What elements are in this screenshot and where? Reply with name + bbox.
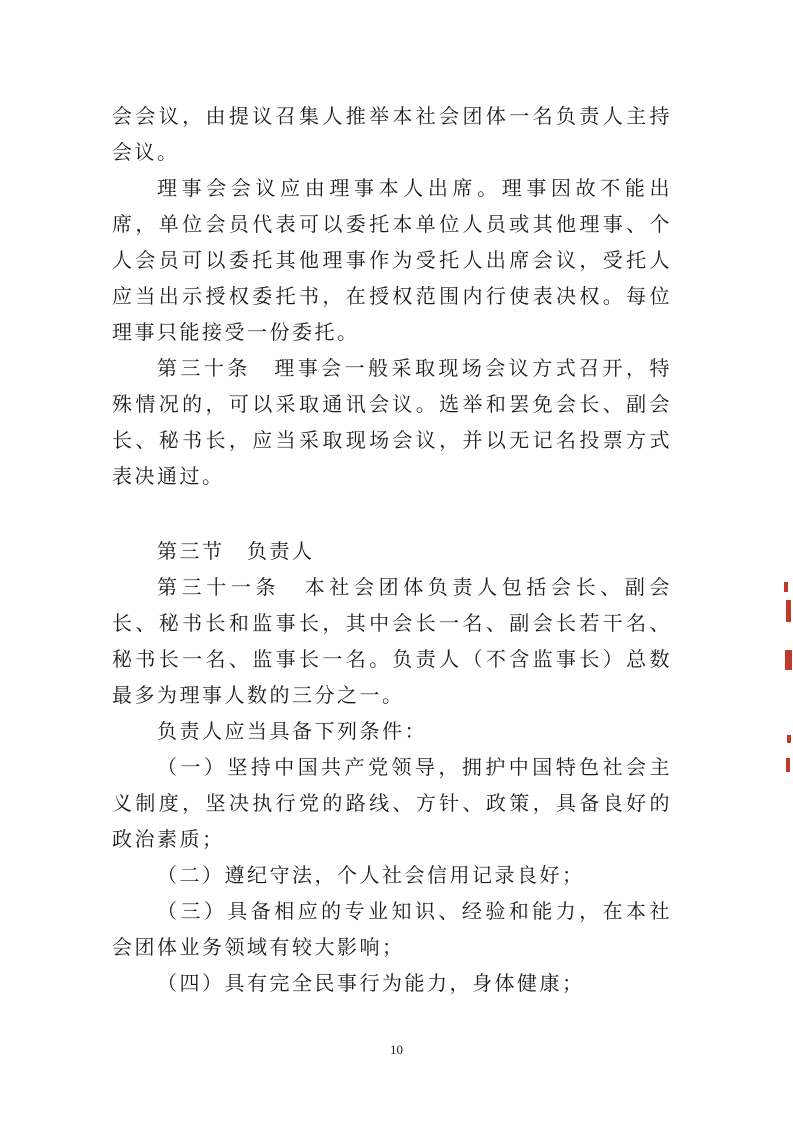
- paragraph: （四）具有完全民事行为能力，身体健康；: [157, 971, 585, 995]
- page-number: 10: [390, 1042, 403, 1057]
- seal-mark: [786, 758, 790, 772]
- paragraph: 会会议，由提议召集人推举本社会团体一名负责人主持会议。: [112, 104, 672, 164]
- seal-mark: [785, 650, 792, 670]
- paragraph: （三）具备相应的专业知识、经验和能力，在本社会团体业务领域有较大影响；: [112, 899, 672, 959]
- paragraph: 负责人应当具备下列条件：: [157, 719, 427, 743]
- paragraph: （一）坚持中国共产党领导，拥护中国特色社会主义制度，坚决执行党的路线、方针、政策，具备良好的政治素质；: [112, 755, 672, 851]
- body-text-bottom: [112, 533, 672, 1001]
- seal-mark: [787, 735, 791, 743]
- section-heading: 第三节 负责人: [157, 539, 315, 563]
- seal-mark: [786, 600, 791, 622]
- paragraph: 理事会会议应由理事本人出席。理事因故不能出席，单位会员代表可以委托本单位人员或其他理事、个人会员可以委托其他理事作为受托人出席会议，受托人应当出示授权委托书，在授权范围内行使表决权。每位理事只能接受一份委托。: [112, 176, 672, 344]
- paragraph: 第三十条 理事会一般采取现场会议方式召开，特殊情况的，可以采取通讯会议。选举和罢免会长、副会长、秘书长，应当采取现场会议，并以无记名投票方式表决通过。: [112, 356, 672, 488]
- seal-mark: [784, 582, 788, 592]
- paragraph: （二）遵纪守法，个人社会信用记录良好；: [157, 863, 585, 887]
- paragraph: 第三十一条 本社会团体负责人包括会长、副会长、秘书长和监事长，其中会长一名、副会长若干名、秘书长一名、监事长一名。负责人（不含监事长）总数最多为理事人数的三分之一。: [112, 575, 672, 707]
- body-text-top: [112, 98, 672, 494]
